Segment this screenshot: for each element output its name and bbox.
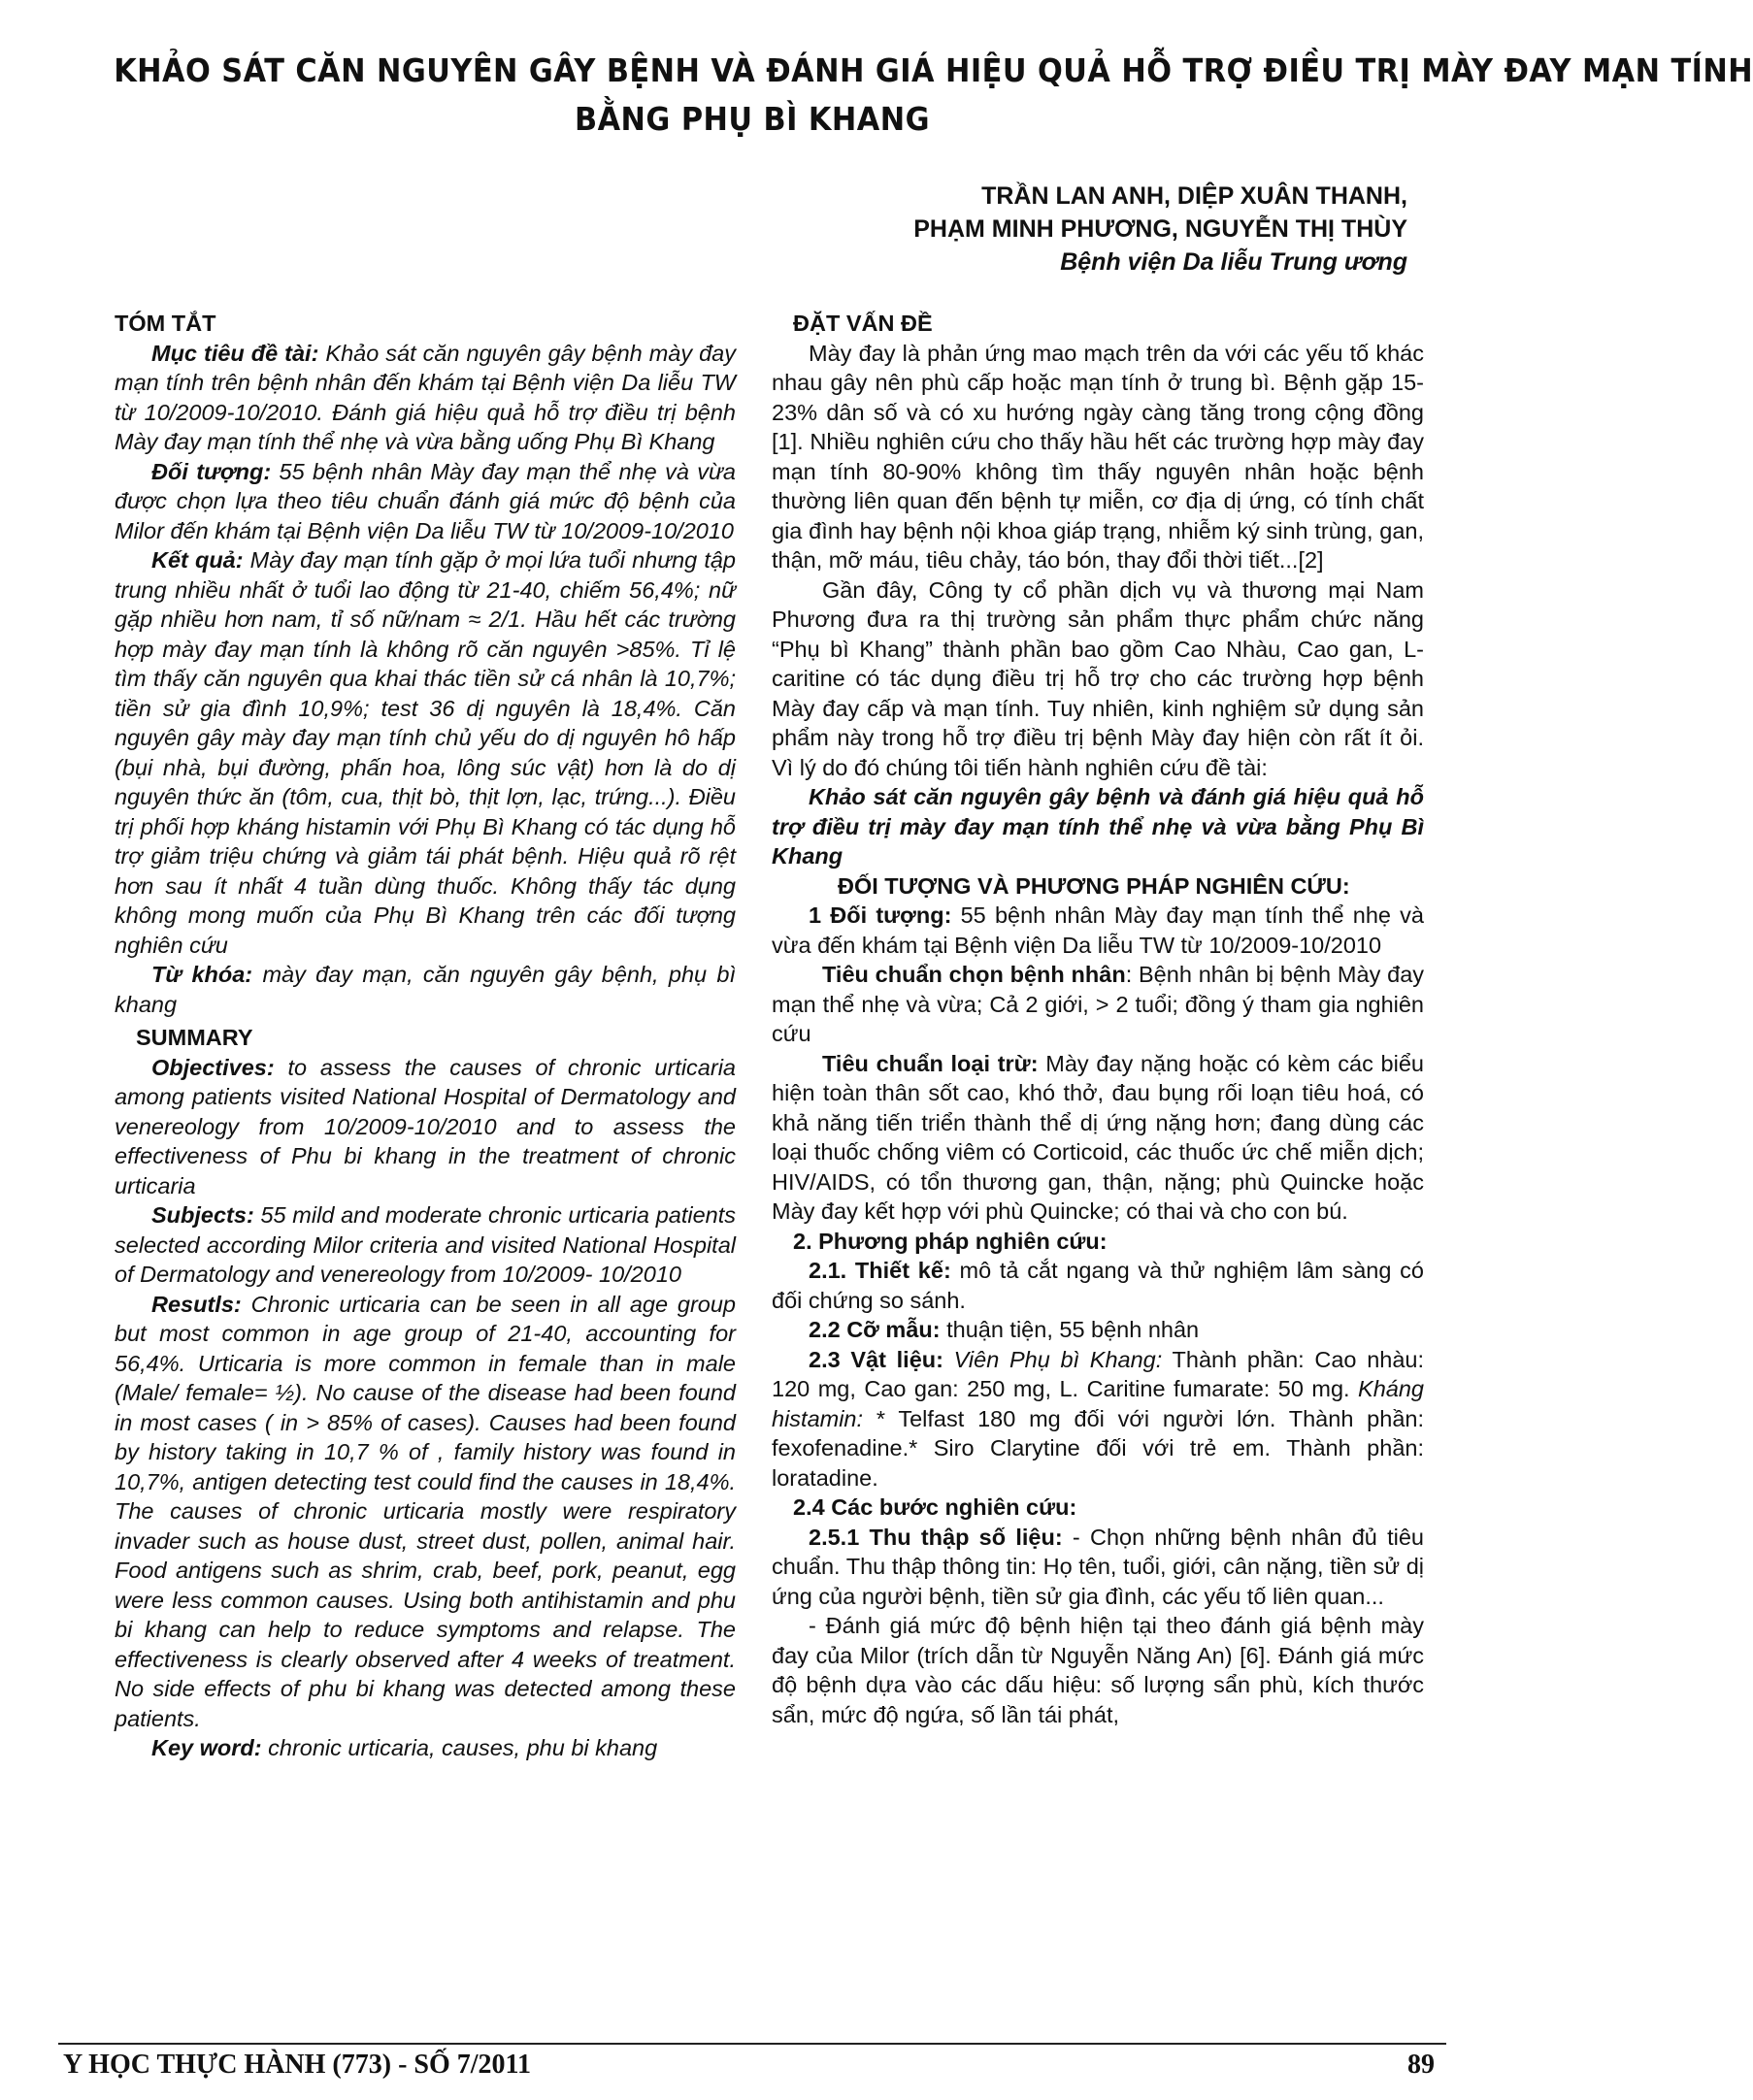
section-2-1-label: 2.1. Thiết kế: [809,1258,951,1283]
exclusion-criteria [772,1049,1424,1227]
section-2-2-label: 2.2 Cỡ mẫu: [809,1317,941,1342]
en-keyword-label: Key word: [151,1735,262,1760]
section-1-text: 55 bệnh nhân Mày đay mạn tính thể nhẹ và vừa đến khám tại Bệnh viện Da liễu TW từ 10/2009-10/2010 [772,902,1424,958]
section-2-3-italic-2: Kháng histamin: [772,1376,1424,1431]
left-column [115,309,736,1763]
footer-divider [58,2043,1446,2045]
objective-label: Mục tiêu đề tài: [151,340,319,366]
article-title [114,47,1753,144]
abstract-keywords [115,960,736,1019]
methods-heading: ĐỐI TƯỢNG VÀ PHƯƠNG PHÁP NGHIÊN CỨU: [838,872,1350,899]
summary-keywords [115,1733,736,1763]
en-results-label: Resutls: [151,1291,242,1317]
section-2-3-italic-1: Viên Phụ bì Khang: [943,1346,1163,1372]
authors-line-1: TRẦN LAN ANH, DIỆP XUÂN THANH, [981,182,1407,210]
section-2-2-text: thuận tiện, 55 bệnh nhân [940,1317,1200,1342]
section-2-3-text-1: Thành phần: Cao nhàu: 120 mg, Cao gan: 250 mg, L. Caritine fumarate: 50 mg. [772,1346,1424,1401]
section-2-3 [772,1345,1424,1493]
objectives-text: to assess the causes of chronic urticaria among patients visited National Hospital of Dermatology and venereology from 10/2009-10/2010 and to assess the effectiveness of Phu bi khang in the treatment of chronic urticaria [115,1054,736,1198]
exclusion-label: Tiêu chuẩn loại trừ: [822,1050,1039,1076]
introduction-paragraph-1: Mày đay là phản ứng mao mạch trên da với các yếu tố khác nhau gây nên phù cấp hoặc mạn tính ở trung bì. Bệnh gặp 15-23% dân số và có xu hướng ngày càng tăng trong cộng đồng [1]. Nhiều nghiên cứu cho thấy hầu hết các trường hợp mày đay mạn tính 80-90% không tìm thấy nguyên nhân hoặc bệnh thường liên quan đến bệnh tự miễn, cơ địa dị ứng, có tính chất gia đình hay bệnh nội khoa giáp trạng, nhiễm ký sinh trùng, gan, thận, mỡ máu, tiêu chảy, táo bón, thay đổi thời tiết...[2] [772,340,1424,573]
section-2-5-1-continued: - Đánh giá mức độ bệnh hiện tại theo đánh giá bệnh mày đay của Milor (trích dẫn từ Nguyễn Năng An) [6]. Đánh giá mức độ bệnh dựa vào các dấu hiệu: số lượng sẩn phù, kích thước sẩn, mức độ ngứa, số lần tái phát, [772,1613,1424,1727]
title-line-1: KHẢO SÁT CĂN NGUYÊN GÂY BỆNH VÀ ĐÁNH GIÁ HIỆU QUẢ HỖ TRỢ ĐIỀU TRỊ MÀY ĐAY MẠN TÍNH [114,51,1753,89]
introduction-paragraph-2: Gần đây, Công ty cổ phần dịch vụ và thương mại Nam Phương đưa ra thị trường sản phẩm thực phẩm chức năng “Phụ bì Khang” thành phần bao gồm Cao Nhàu, Cao gan, L-caritine có tác dụng điều trị hỗ trợ cho các trường hợp bệnh Mày đay cấp và mạn tính. Tuy nhiên, kinh nghiệm sử dụng sản phẩm này trong hỗ trợ điều trị bệnh Mày đay hiện còn rất ít ỏi. Vì lý do đó chúng tôi tiến hành nghiên cứu đề tài: [772,576,1424,780]
journal-footer: Y HỌC THỰC HÀNH (773) - SỐ 7/2011 [63,2050,531,2080]
abstract-heading: TÓM TẮT [115,311,216,336]
inclusion-text: : Bệnh nhân bị bệnh Mày đay mạn thể nhẹ và vừa; Cả 2 giới, > 2 tuổi; đồng ý tham gia nghiên cứu [772,962,1425,1046]
objective-text: Khảo sát căn nguyên gây bệnh mày đay mạn tính trên bệnh nhân đến khám tại Bệnh viện Da liễu TW từ 10/2009-10/2010. Đánh giá hiệu quả hỗ trợ điều trị bệnh Mày đay mạn tính thể nhẹ và vừa bằng uống Phụ Bì Khang [115,340,736,454]
abstract-results [115,545,736,960]
inclusion-criteria [772,960,1424,1049]
summary-subjects [115,1200,736,1290]
subjects-text: 55 bệnh nhân Mày đay mạn thể nhẹ và vừa được chọn lựa theo tiêu chuẩn đánh giá mức độ bệnh của Milor đến khám tại Bệnh viện Da liễu TW từ 10/2009-10/2010 [115,458,736,543]
section-2-1-text: mô tả cắt ngang và thử nghiệm lâm sàng có đối chứng so sánh. [772,1258,1424,1313]
section-2-1 [772,1256,1424,1315]
objectives-label: Objectives: [151,1054,275,1080]
section-2-5-1-text: - Chọn những bệnh nhân đủ tiêu chuẩn. Thu thập thông tin: Họ tên, tuổi, giới, cân nặng, tiền sử dị ứng của người bệnh, tiền sử gia đình, các yếu tố liên quan... [772,1524,1424,1609]
right-column [772,309,1424,1729]
summary-results [115,1290,736,1734]
section-1 [772,901,1424,960]
study-topic: Khảo sát căn nguyên gây bệnh và đánh giá hiệu quả hỗ trợ điều trị mày đay mạn tính thể nhẹ và vừa bằng Phụ Bì Khang [772,784,1424,869]
en-subjects-text: 55 mild and moderate chronic urticaria patients selected according Milor criteria and visited National Hospital of Dermatology and venereology from 10/2009- 10/2010 [115,1202,736,1287]
section-2-4-heading: 2.4 Các bước nghiên cứu: [793,1494,1077,1520]
en-subjects-label: Subjects: [151,1202,254,1228]
exclusion-text: Mày đay nặng hoặc có kèm các biểu hiện toàn thân sốt cao, khó thở, đau bụng rối loạn tiêu hoá, có khả năng tiến triển thành thể dị ứng nặng hơn; đang dùng các loại thuốc chống viêm có Corticoid, các thuốc ức chế miễn dịch; HIV/AIDS, có tổn thương gan, thận, nặng; phù Quincke hoặc Mày đay kết hợp với phù Quincke; có thai và cho con bú. [772,1050,1424,1224]
title-line-2: BẰNG PHỤ BÌ KHANG [574,100,931,138]
section-2-heading: 2. Phương pháp nghiên cứu: [793,1228,1108,1254]
inclusion-label: Tiêu chuẩn chọn bệnh nhân [822,962,1126,987]
section-2-3-label: 2.3 Vật liệu: [809,1346,943,1372]
en-results-text: Chronic urticaria can be seen in all age group but most common in age group of 21-40, accounting for 56,4%. Urticaria is more common in female than in male (Male/ female= ½). No cause of the disease had been found in most cases ( in > 85% of cases). Causes had been found by history taking in 10,7 % of , family history was found in 10,7%, antigen detecting test could find the causes in 18,4%. The causes of chronic urticaria mostly were respiratory invader such as house dust, street dust, pollen, animal hair. Food antigens such as shrim, crab, beef, pork, peanut, egg were less common causes. Using both antihistamin and phu bi khang can help to reduce symptoms and relapse. The effectiveness is clearly observed after 4 weeks of treatment. No side effects of phu bi khang was detected among these patients. [115,1291,736,1731]
institution: Bệnh viện Da liễu Trung ương [1060,248,1407,276]
summary-heading: SUMMARY [136,1025,253,1050]
introduction-heading: ĐẶT VẤN ĐỀ [793,311,933,336]
keywords-text: mày đay mạn, căn nguyên gây bệnh, phụ bì khang [115,962,736,1017]
section-1-label: 1 Đối tượng: [809,902,952,928]
author-block [728,180,1407,279]
summary-objectives [115,1053,736,1201]
abstract-subjects [115,457,736,546]
section-2-2 [772,1315,1424,1345]
section-2-5-1-label: 2.5.1 Thu thập số liệu: [809,1524,1063,1550]
en-keyword-text: chronic urticaria, causes, phu bi khang [261,1735,658,1760]
results-label: Kết quả: [151,547,244,573]
keywords-label: Từ khóa: [151,962,253,987]
results-text: Mày đay mạn tính gặp ở mọi lứa tuổi nhưng tập trung nhiều nhất ở tuổi lao động từ 21-40, chiếm 56,4%; nữ gặp nhiều hơn nam, tỉ số nữ/nam ≈ 2/1. Hầu hết các trường hợp mày đay mạn tính là không rõ căn nguyên >85%. Tỉ lệ tìm thấy căn nguyên qua khai thác tiền sử cá nhân là 10,7%; tiền sử gia đình 10,9%; test 36 dị nguyên là 18,4%. Căn nguyên gây mày đay mạn tính chủ yếu do dị nguyên hô hấp (bụi nhà, bụi đường, phấn hoa, lông súc vật) hơn là do dị nguyên thức ăn (tôm, cua, thịt bò, thịt lợn, lạc, trứng...). Điều trị phối hợp kháng histamin với Phụ Bì Khang có tác dụng hỗ trợ giảm triệu chứng và giảm tái phát bệnh. Hiệu quả rõ rệt hơn sau ít nhất 4 tuần dùng thuốc. Không thấy tác dụng không mong muốn của Phụ Bì Khang trên các đối tượng nghiên cứu [115,547,737,958]
section-2-3-text-2: * Telfast 180 mg đối với người lớn. Thành phần: fexofenadine.* Siro Clarytine đối với trẻ em. Thành phần: loratadine. [772,1405,1424,1491]
authors-line-2: PHẠM MINH PHƯƠNG, NGUYỄN THỊ THÙY [913,215,1407,243]
section-2-5-1 [772,1523,1424,1612]
subjects-label: Đối tượng: [151,458,272,484]
page-number: 89 [1407,2050,1435,2080]
abstract-objective [115,339,736,457]
